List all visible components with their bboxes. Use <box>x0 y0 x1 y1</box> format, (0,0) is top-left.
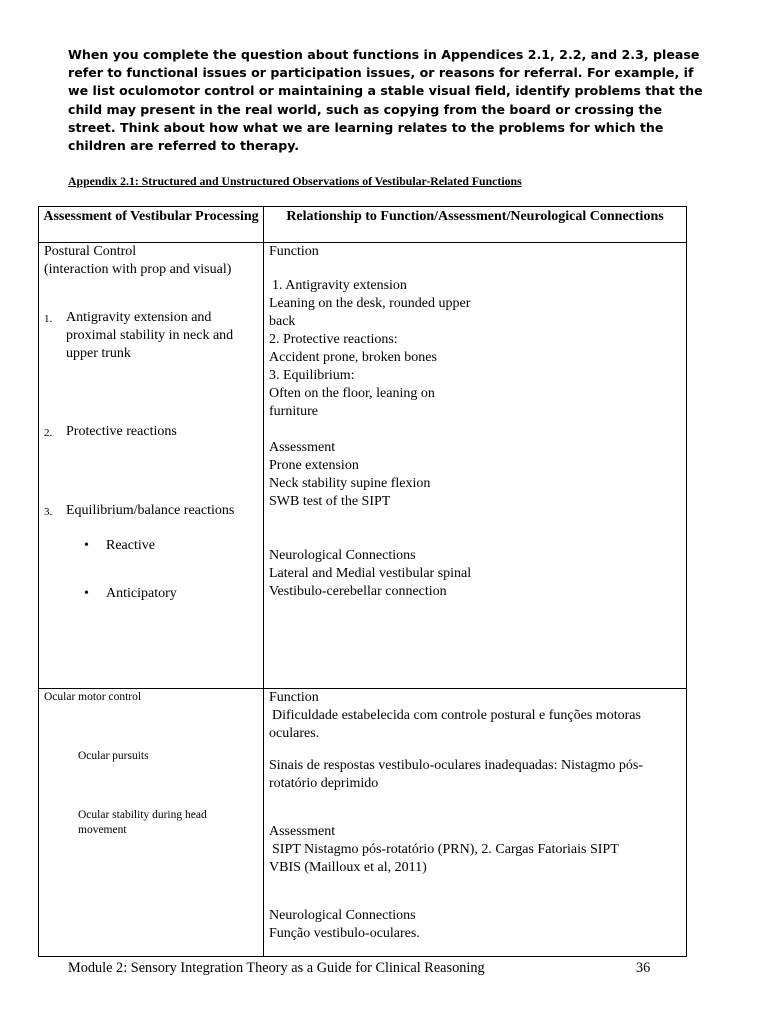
appendix-title: Appendix 2.1: Structured and Unstructured Observations of Vestibular-Related Functions <box>68 174 522 188</box>
ocular-function-cell: Function Dificuldade estabelecida com controle postural e funções motoras oculares. Sinais de respostas vestibulo-oculares inadequadas: Nistagmo pós- rotatório deprimido Assessment SIPT Nistagmo pós-rotatório (PRN), 2. Cargas Fatoriais SIPT VBIS (Mailloux et al, 2011) Neurological Connections Função vestibulo-oculares. <box>264 689 687 957</box>
postural-control-subtitle: (interaction with prop and visual) <box>44 262 232 277</box>
table-row <box>39 689 687 957</box>
table-row <box>39 243 687 689</box>
footer-module-title: Module 2: Sensory Integration Theory as a Guide for Clinical Reasoning <box>68 960 485 976</box>
header-assessment: Assessment of Vestibular Processing <box>39 207 264 243</box>
neurological-heading: Neurological Connections <box>269 548 416 563</box>
list-item: Ocular pursuits <box>78 750 149 762</box>
postural-function-cell: Function 1. Antigravity extension Leaning on the desk, rounded upper back 2. Protective reactions: Accident prone, broken bones 3. Equilibrium: Often on the floor, leaning on furniture Assessment Prone extension Neck stability supine flexion SWB test of the SIPT Neurological Connections Lateral and Medial vestibular spinal Vestibulo-cerebellar connection <box>264 243 687 689</box>
list-item: • Anticipatory <box>84 586 177 601</box>
intro-paragraph: When you complete the question about functions in Appendices 2.1, 2.2, and 2.3, please refer to functional issues or participation issues, or reasons for referral. For example, if we list oculomotor control or maintaining a stable visual field, identify problems that the child may present in the real world, such as copying from the board or crossing the street. Think about how what we are learning relates to the problems for which the children are referred to therapy. <box>68 47 703 154</box>
function-heading: Function <box>269 244 319 259</box>
ocular-motor-cell: Ocular motor control Ocular pursuits Ocular stability during head movement <box>39 689 264 957</box>
list-item: 3. Equilibrium/balance reactions <box>44 503 235 518</box>
list-item: 2. Protective reactions <box>44 424 177 439</box>
postural-control-title: Postural Control <box>44 244 137 259</box>
function-heading: Function <box>269 690 319 705</box>
assessment-heading: Assessment <box>269 440 336 455</box>
table-header-row <box>39 207 687 243</box>
postural-control-cell <box>39 243 264 689</box>
list-item: Ocular stability during head <box>78 809 207 821</box>
page-number: 36 <box>636 960 651 976</box>
header-relationship: Relationship to Function/Assessment/Neurological Connections <box>264 207 687 243</box>
neurological-heading: Neurological Connections <box>269 908 416 923</box>
list-item: • Reactive <box>84 538 155 553</box>
vestibular-table <box>38 206 687 957</box>
assessment-heading: Assessment <box>269 824 336 839</box>
list-item: 1. Antigravity extension and proximal stability in neck and upper trunk <box>44 310 234 361</box>
ocular-motor-title: Ocular motor control <box>44 691 142 703</box>
